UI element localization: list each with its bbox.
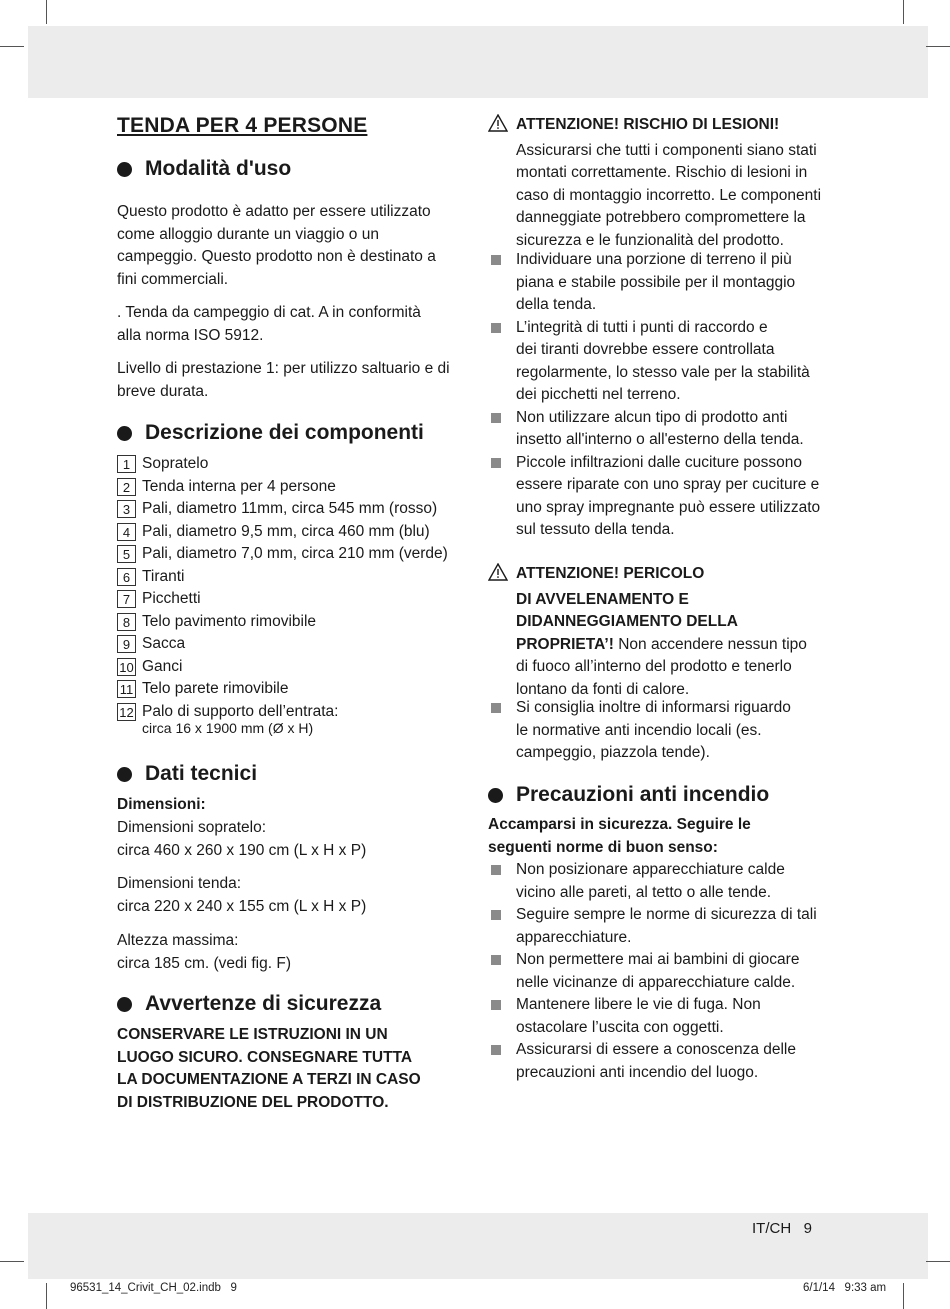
text-line: Non permettere mai ai bambini di giocare — [516, 951, 800, 968]
warning-triangle-icon — [488, 114, 510, 140]
warning-title-line — [488, 114, 833, 140]
text-line: Non utilizzare alcun tipo di prodotto anti — [516, 408, 788, 426]
text-line: danneggiate potrebbero compromettere la — [516, 209, 806, 226]
text-line: . Tenda da campeggio di cat. A in conformità — [117, 304, 421, 321]
text-line: Seguire sempre le norme di sicurezza di tali — [516, 906, 817, 923]
section-heading-uso — [117, 157, 291, 181]
part-number: 10 — [117, 658, 136, 676]
dimensions-tenda — [117, 873, 467, 918]
warning-poisoning — [488, 563, 833, 701]
section-heading-text: Modalità d'uso — [145, 157, 292, 180]
bullet-dot-icon — [488, 788, 503, 803]
part-number: 7 — [117, 590, 136, 608]
text-line: campeggio. Questo prodotto non è destinato a — [117, 248, 436, 265]
text-line: LUOGO SICURO. CONSEGNARE TUTTA — [117, 1048, 413, 1066]
section-heading-avvertenze — [117, 992, 381, 1016]
page-title: TENDA PER 4 PERSONE — [117, 114, 368, 137]
text-line: Questo prodotto è adatto per essere utilizzato — [117, 203, 431, 220]
crop-mark — [0, 1261, 24, 1262]
crop-mark — [926, 1261, 950, 1262]
text-line: apparecchiature. — [516, 928, 632, 946]
text-line: nelle vicinanze di apparecchiature calde. — [516, 973, 796, 991]
text-line: le normative anti incendio locali (es. — [516, 721, 762, 739]
text-line: regolarmente, lo stesso vale per la stabilità — [516, 363, 810, 381]
fire-bullets — [488, 859, 833, 1084]
text-line: ostacolare l’uscita con oggetti. — [516, 1018, 724, 1036]
text-line: dei picchetti nel terreno. — [516, 386, 681, 403]
text-line: vicino alle pareti, al tetto o alle tende. — [516, 883, 772, 901]
part-label: Tiranti — [142, 567, 185, 585]
part-number: 1 — [117, 455, 136, 473]
list-item — [117, 498, 448, 521]
list-item — [488, 697, 833, 765]
text-line: della tenda. — [516, 296, 597, 313]
warning-title: ATTENZIONE! RISCHIO DI LESIONI! — [516, 116, 780, 133]
list-item — [117, 611, 448, 634]
list-item — [117, 633, 448, 656]
max-height — [117, 930, 467, 975]
text-line: campeggio, piazzola tende). — [516, 744, 710, 761]
bullet-dot-icon — [117, 162, 132, 177]
text-line: seguenti norme di buon senso: — [488, 838, 718, 856]
crop-mark — [46, 0, 47, 24]
text-line: essere riparate con uno spray per cuciture e — [516, 476, 820, 493]
part-sublabel: circa 16 x 1900 mm (Ø x H) — [142, 720, 314, 736]
crop-mark — [0, 46, 24, 47]
text-line: fini commerciali. — [117, 270, 229, 288]
crop-mark — [903, 1283, 904, 1309]
list-item — [117, 476, 448, 499]
crop-mark — [46, 1283, 47, 1309]
part-number: 5 — [117, 545, 136, 563]
text-line: sicurezza e le funzionalità del prodotto. — [516, 231, 784, 249]
text-line: LA DOCUMENTAZIONE A TERZI IN CASO — [117, 1071, 421, 1088]
text-line: uno spray impregnante può essere utilizzato — [516, 498, 821, 516]
header-band — [28, 26, 928, 98]
part-label-wrap — [142, 701, 338, 737]
crop-mark — [903, 0, 904, 24]
list-item — [488, 317, 833, 407]
fire-regulation-bullets — [488, 697, 833, 765]
part-label: Telo pavimento rimovibile — [142, 612, 317, 630]
text-line: piana e stabile possibile per il montaggio — [516, 273, 796, 291]
list-item — [488, 1039, 833, 1084]
text-line: caso di montaggio incorretto. Le componenti — [516, 186, 822, 204]
part-label: Pali, diametro 9,5 mm, circa 460 mm (blu) — [142, 522, 430, 540]
section-heading-componenti — [117, 421, 424, 445]
part-label: Tenda interna per 4 persone — [142, 477, 336, 495]
text-line: montati correttamente. Rischio di lesioni in — [516, 164, 808, 181]
text-line: dei tiranti dovrebbe essere controllata — [516, 341, 775, 358]
list-item — [488, 452, 833, 542]
part-label: Sacca — [142, 635, 186, 652]
crop-mark — [926, 46, 950, 47]
list-item — [117, 521, 448, 544]
text-line: circa 220 x 240 x 155 cm (L x H x P) — [117, 897, 367, 915]
warning-injury — [488, 114, 833, 252]
text-line: Piccole infiltrazioni dalle cuciture possono — [516, 453, 803, 471]
part-label: Telo parete rimovibile — [142, 680, 289, 697]
part-number: 6 — [117, 568, 136, 586]
part-number: 4 — [117, 523, 136, 541]
list-item — [488, 949, 833, 994]
text-line: Non posizionare apparecchiature calde — [516, 861, 785, 878]
part-label: Picchetti — [142, 590, 201, 607]
part-label: Ganci — [142, 657, 183, 675]
warning-triangle-icon — [488, 563, 510, 589]
list-item — [117, 678, 448, 701]
part-number: 11 — [117, 680, 136, 698]
part-number: 8 — [117, 613, 136, 631]
text-line: Si consiglia inoltre di informarsi riguardo — [516, 699, 791, 716]
text-line: Assicurarsi che tutti i componenti siano stati — [516, 141, 817, 159]
page-number: IT/CH 9 — [752, 1220, 813, 1237]
part-label: Pali, diametro 7,0 mm, circa 210 mm (verde) — [142, 545, 448, 562]
paragraph-uso-1 — [117, 201, 467, 291]
safety-bullets — [488, 249, 833, 542]
section-heading-text: Dati tecnici — [145, 762, 258, 785]
section-heading-incendio — [488, 783, 769, 807]
list-item — [488, 249, 833, 317]
text-line: circa 185 cm. (vedi fig. F) — [117, 954, 291, 972]
list-item — [488, 859, 833, 904]
safety-notice — [117, 1024, 472, 1114]
bullet-dot-icon — [117, 426, 132, 441]
parts-list — [117, 453, 448, 735]
list-item — [488, 994, 833, 1039]
list-item — [117, 588, 448, 611]
text-line: breve durata. — [117, 382, 209, 400]
warning-title-line — [488, 563, 833, 589]
list-item — [117, 701, 448, 735]
text-line: precauzioni anti incendio del luogo. — [516, 1063, 759, 1081]
text-line: come alloggio durante un viaggio o un — [117, 225, 379, 243]
paragraph-uso-2 — [117, 302, 467, 347]
paragraph-uso-3 — [117, 358, 472, 403]
text-line: insetto all'interno o all'esterno della tenda. — [516, 431, 804, 448]
text-line: Assicurarsi di essere a conoscenza delle — [516, 1041, 796, 1058]
text-line: Altezza massima: — [117, 932, 239, 949]
fire-intro — [488, 814, 833, 859]
part-label: Pali, diametro 11mm, circa 545 mm (rosso) — [142, 500, 438, 517]
text-line: Non accendere nessun tipo — [613, 635, 807, 653]
warning-title-line-2: DI AVVELENAMENTO E — [516, 590, 689, 608]
section-heading-text: Precauzioni anti incendio — [516, 783, 770, 806]
part-number: 3 — [117, 500, 136, 518]
text-line: Individuare una porzione di terreno il più — [516, 251, 792, 268]
section-heading-text: Descrizione dei componenti — [145, 421, 424, 444]
list-item — [117, 566, 448, 589]
list-item — [117, 453, 448, 476]
text-line: sul tessuto della tenda. — [516, 521, 675, 538]
footer-date: 6/1/14 9:33 am — [803, 1282, 887, 1294]
part-number: 2 — [117, 478, 136, 496]
text-line: DI DISTRIBUZIONE DEL PRODOTTO. — [117, 1093, 389, 1111]
text-line: Mantenere libere le vie di fuga. Non — [516, 996, 761, 1013]
part-label: Sopratelo — [142, 455, 209, 472]
dimensions-label: Dimensioni: — [117, 796, 206, 813]
footer-file-info: 96531_14_Crivit_CH_02.indb 9 — [70, 1282, 237, 1294]
warning-title-line-3: DIDANNEGGIAMENTO DELLA — [516, 613, 738, 630]
text-line: Dimensioni sopratelo: — [117, 819, 267, 836]
dimensions-sopratelo — [117, 817, 467, 862]
text-line: di fuoco all’interno del prodotto e tenerlo — [516, 658, 792, 675]
warning-title: ATTENZIONE! PERICOLO — [516, 565, 705, 582]
section-heading-text: Avvertenze di sicurezza — [145, 992, 382, 1015]
bullet-dot-icon — [117, 767, 132, 782]
section-heading-dati — [117, 762, 257, 786]
warning-body — [488, 589, 833, 702]
part-number: 9 — [117, 635, 136, 653]
text-line: CONSERVARE LE ISTRUZIONI IN UN — [117, 1026, 388, 1043]
text-line: Dimensioni tenda: — [117, 875, 242, 892]
part-number: 12 — [117, 703, 136, 721]
list-item — [117, 543, 448, 566]
text-line: circa 460 x 260 x 190 cm (L x H x P) — [117, 841, 367, 859]
part-label: Palo di supporto dell’entrata: — [142, 702, 339, 720]
text-line: lontano da fonti di calore. — [516, 680, 690, 698]
list-item — [117, 656, 448, 679]
text-line: L’integrità di tutti i punti di raccordo e — [516, 318, 768, 336]
warning-title-line-4: PROPRIETA’! — [516, 635, 614, 653]
text-line: Livello di prestazione 1: per utilizzo saltuario e di — [117, 360, 450, 377]
text-line: Accamparsi in sicurezza. Seguire le — [488, 816, 751, 833]
text-line: alla norma ISO 5912. — [117, 326, 264, 344]
bullet-dot-icon — [117, 997, 132, 1012]
list-item — [488, 407, 833, 452]
warning-body — [488, 140, 833, 253]
list-item — [488, 904, 833, 949]
